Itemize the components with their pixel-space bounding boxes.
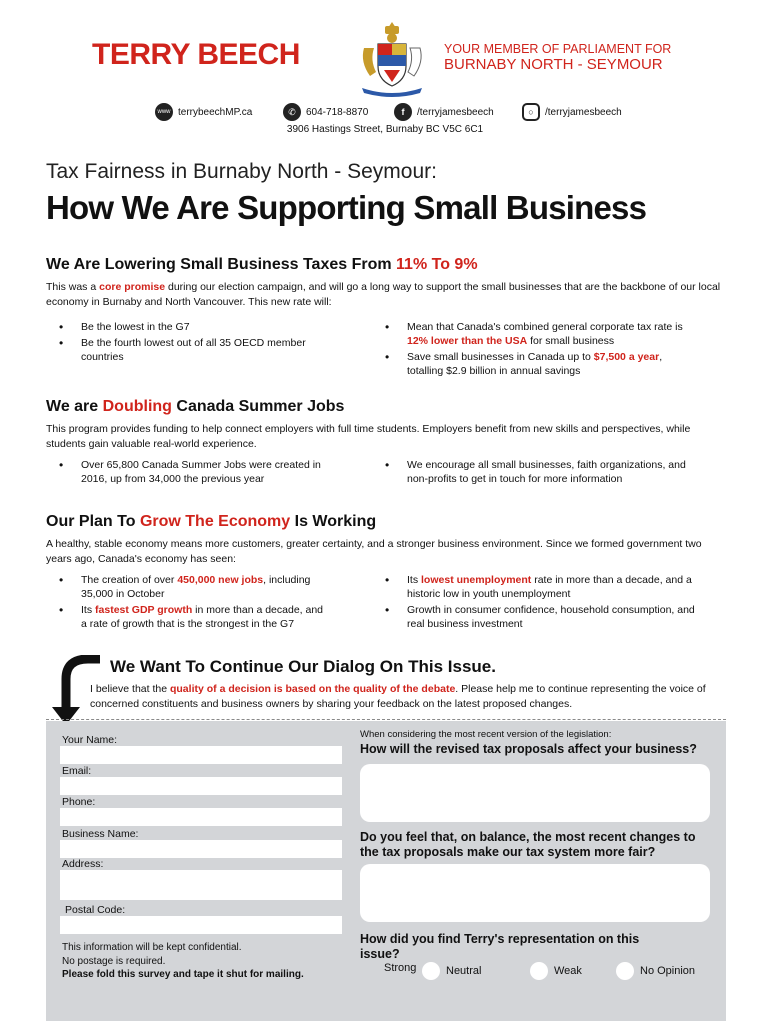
dialog-heading: We Want To Continue Our Dialog On This Issue.: [110, 657, 496, 676]
address-field[interactable]: [60, 870, 342, 900]
economy-bullets: [46, 573, 726, 633]
economy-section: [46, 513, 726, 633]
rating-options: [360, 962, 720, 984]
economy-bullets-left: [46, 573, 372, 633]
postal-code-label: Postal Code:: [65, 904, 126, 916]
option-label: Strong: [384, 962, 417, 974]
jobs-heading-highlight: Doubling: [102, 398, 172, 415]
list-item: [372, 573, 698, 601]
tax-bullets-left: [46, 320, 372, 380]
radio-circle[interactable]: [422, 962, 440, 980]
economy-heading: [46, 513, 726, 531]
answer-1-field[interactable]: [360, 764, 710, 822]
phone-contact[interactable]: [283, 103, 368, 121]
option-strong[interactable]: [360, 962, 416, 974]
radio-circle[interactable]: [530, 962, 548, 980]
economy-heading-highlight: Grow The Economy: [139, 513, 291, 530]
tax-heading-text: We Are Lowering Small Business Taxes From: [46, 256, 397, 273]
bullet-text: Save small businesses in Canada up to: [407, 351, 594, 363]
business-name-label: Business Name:: [62, 828, 139, 840]
email-label: Email:: [62, 765, 92, 777]
economy-paragraph: A healthy, stable economy means more customers, greater certainty, and a stronger business environment. Since we formed government two years ago, Canada's economy has seen:: [46, 538, 702, 565]
jobs-bullets-right: [372, 458, 698, 488]
jobs-heading-pre: We are: [46, 398, 103, 415]
instagram-handle[interactable]: /terryjamesbeech: [545, 106, 622, 118]
list-item: • Over 65,800 Canada Summer Jobs were created in 2016, up from 34,000 the previous year: [46, 458, 326, 486]
tax-bullets: [46, 320, 726, 380]
phone-number[interactable]: 604-718-8870: [306, 106, 369, 118]
survey-form: [46, 721, 726, 1021]
bullet-text: Mean that Canada's combined general corporate tax rate is: [407, 321, 683, 333]
list-item: • Growth in consumer confidence, household consumption, and real business investment: [372, 603, 698, 631]
option-neutral[interactable]: [422, 962, 481, 980]
phone-field[interactable]: [60, 808, 342, 826]
question-2: Do you feel that, on balance, the most recent changes to the tax proposals make our tax system more fair?: [360, 830, 696, 859]
bullet-text: rate in more than a decade, and a historic low in youth unemployment: [407, 574, 692, 600]
option-no-opinion[interactable]: [616, 962, 695, 980]
question-intro: When considering the most recent version of the legislation:: [360, 729, 612, 740]
tax-p-pre: This was a: [46, 281, 100, 293]
jobs-heading: [46, 398, 726, 416]
mp-riding: BURNABY NORTH - SEYMOUR: [444, 56, 663, 73]
phone-label: Phone:: [62, 796, 96, 808]
bullet-highlight: 450,000 new jobs: [177, 574, 264, 586]
facebook-contact[interactable]: [394, 103, 494, 121]
list-item: [372, 350, 698, 378]
business-name-field[interactable]: [60, 840, 342, 858]
bullet-text: Its: [407, 574, 422, 586]
bullet-text: in more than a decade, and a rate of growth that is the strongest in the G7: [81, 604, 324, 630]
answer-2-field[interactable]: [360, 864, 710, 922]
bullet-highlight: fastest GDP growth: [95, 604, 193, 616]
option-label: No Opinion: [640, 965, 696, 977]
radio-circle[interactable]: [616, 962, 634, 980]
tax-heading-highlight: 11% To 9%: [396, 256, 478, 273]
note-line: Please fold this survey and tape it shut for mailing.: [62, 969, 304, 980]
list-item: [46, 573, 326, 601]
facebook-icon: f: [394, 103, 412, 121]
tax-p-post: during our election campaign, and will go a long way to support the small businesses that are the backbone of our local economy in Burnaby and North Vancouver. This new rate will:: [46, 281, 721, 308]
instagram-contact[interactable]: [522, 103, 622, 121]
tax-p-highlight: core promise: [99, 281, 166, 293]
jobs-bullets: [46, 458, 726, 488]
mp-role: YOUR MEMBER OF PARLIAMENT FOR: [444, 42, 672, 56]
question-1: How will the revised tax proposals affect your business?: [360, 742, 697, 756]
phone-icon: ✆: [283, 103, 301, 121]
option-weak[interactable]: [530, 962, 582, 980]
bullet-text: for small business: [527, 335, 615, 347]
note-line: No postage is required.: [62, 955, 166, 967]
question-3: How did you find Terry's representation on this issue?: [360, 932, 640, 961]
crest-icon: [352, 18, 432, 98]
facebook-handle[interactable]: /terryjamesbeech: [417, 106, 494, 118]
jobs-heading-post: Canada Summer Jobs: [171, 398, 345, 415]
bullet-highlight: lowest unemployment: [421, 574, 532, 586]
email-field[interactable]: [60, 777, 342, 795]
list-item: • Be the fourth lowest out of all 35 OECD member countries: [46, 336, 326, 364]
website-contact[interactable]: [155, 103, 252, 121]
www-icon: www: [155, 103, 173, 121]
jobs-paragraph: This program provides funding to help connect employers with full time students. Employers benefit from new skills and perspectives, while students gain valuable real-world experience.: [46, 423, 691, 450]
bullet-text: The creation of over: [81, 574, 178, 586]
fold-line: [46, 719, 726, 720]
website-link[interactable]: terrybeechMP.ca: [178, 106, 253, 118]
bullet-highlight: 12% lower than the USA: [407, 335, 528, 347]
list-item: [46, 603, 326, 631]
list-item: • We encourage all small businesses, faith organizations, and non-profits to get in touch for more information: [372, 458, 698, 486]
mp-name: TERRY BEECH: [92, 38, 300, 71]
list-item: [372, 320, 698, 348]
note-line: This information will be kept confidential.: [62, 942, 242, 953]
address-label: Address:: [62, 858, 104, 870]
bullet-text: Its: [81, 604, 96, 616]
page-subtitle: Tax Fairness in Burnaby North - Seymour:: [46, 160, 437, 183]
tax-bullets-right: [372, 320, 698, 380]
your-name-label: Your Name:: [62, 734, 118, 746]
dialog-p-post: . Please help me to continue representing the voice of concerned constituents and business owners by sharing your feedback on the latest proposed changes.: [90, 683, 706, 710]
dialog-p-highlight: quality of a decision is based on the quality of the debate: [169, 683, 456, 695]
header: [0, 0, 770, 140]
option-label: Weak: [554, 965, 582, 977]
your-name-field[interactable]: [60, 746, 342, 764]
contact-bar: [0, 103, 770, 123]
option-label: Neutral: [446, 965, 482, 977]
economy-heading-pre: Our Plan To: [46, 513, 140, 530]
dialog-paragraph: [90, 682, 740, 712]
jobs-section: [46, 398, 726, 488]
jobs-bullets-left: [46, 458, 372, 488]
dialog-p-pre: I believe that the: [90, 683, 170, 695]
tax-paragraph: [46, 280, 726, 310]
economy-bullets-right: [372, 573, 698, 633]
instagram-icon: ○: [522, 103, 540, 121]
tax-section: [46, 256, 726, 380]
confidentiality-note: [62, 941, 304, 982]
list-item: • Be the lowest in the G7: [46, 320, 326, 334]
bullet-highlight: $7,500 a year: [593, 351, 660, 363]
page-title: How We Are Supporting Small Business: [46, 189, 647, 226]
office-address: 3906 Hastings Street, Burnaby BC V5C 6C1: [286, 124, 484, 135]
tax-heading: [46, 256, 726, 274]
economy-heading-post: Is Working: [290, 513, 377, 530]
postal-code-field[interactable]: [60, 916, 342, 934]
bullet-text: , totalling $2.9 billion in annual savings: [407, 351, 663, 377]
bullet-text: , including 35,000 in October: [81, 574, 311, 600]
